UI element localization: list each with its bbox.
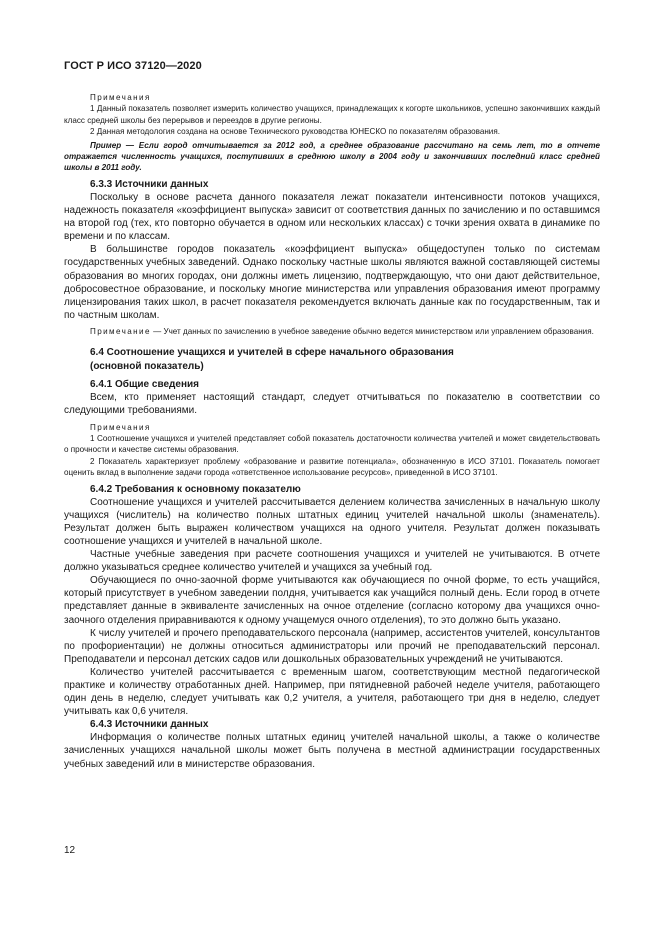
note-text: — Учет данных по зачислению в учебное заведение обычно ведется министерством или управлением образования.: [150, 326, 594, 336]
body-paragraph: Соотношение учащихся и учителей рассчитывается делением количества зачисленных в начальную школу учащихся (числитель) на количество полных штатных единиц учителей начальной школы (знаменатель). Результат должен быть выражен количеством учащихся на одного учителя. Результат должен показывать соотношение учащихся и учителей в начальной школе.: [64, 496, 600, 547]
example-paragraph: Пример — Если город отчитывается за 2012 год, а среднее образование рассчитано на семь лет, то в отчете отражается численность учащихся, поступивших в среднюю школу в 2004 году и закончивших последний класс средней школы в 2011 году.: [64, 140, 600, 173]
section-heading-6-4: 6.4 Соотношение учащихся и учителей в сфере начального образования: [90, 347, 454, 359]
document-header: ГОСТ Р ИСО 37120—2020: [64, 60, 202, 72]
body-paragraph: Обучающиеся по очно-заочной форме учитываются как обучающиеся по очной форме, то есть учащийся, который присутствует в учебном заведении полдня, учитывается как учащийся полный день. Если город в отчете представляет данные в эквиваленте зачисленных на очное отделение (согласно которому два учащихся очно-заочного отделения приравниваются к одному учащемуся очного отделения), то это должно быть указано.: [64, 575, 600, 626]
section-heading-6-4-3: 6.4.3 Источники данных: [90, 719, 209, 731]
body-paragraph: К числу учителей и прочего преподавательского персонала (например, ассистентов учителей, консультантов по профориентации) не должны относиться администраторы или прочий не преподавательский персонал. Преподаватели и персонал детских садов или дошкольных образовательных учреждений не учитываются.: [64, 627, 600, 665]
section-heading-6-4-2: 6.4.2 Требования к основному показателю: [90, 483, 301, 495]
notes-title: Примечания: [90, 422, 151, 432]
note-item: 2 Показатель характеризует проблему «образование и развитие потенциала», обозначенную в ИСО 37101. Показатель помогает оценить вклад в выполнение задачи города «ответственное использование ресурсов», приведенной в ИСО 37101.: [64, 456, 600, 478]
body-paragraph: Всем, кто применяет настоящий стандарт, следует отчитываться по показателю в соответствии со следующими требованиями.: [64, 392, 600, 417]
note-item: 1 Соотношение учащихся и учителей представляет собой показатель достаточности количества учителей и может свидетельствовать о прочности и качестве системы образования.: [64, 433, 600, 455]
body-paragraph: В большинстве городов показатель «коэффициент выпуска» общедоступен только по системам государственных учебных заведений. Однако поскольку частные школы являются важной составляющей системы образования во многих городах, они должны иметь лицензию, подтверждающую, что они дают действительное, добросовестное образование, и поскольку многие министерства или управления образования имеют программу лицензирования таких школ, в расчет показателя рекомендуется включать данные как по государственным, так и по частным школам.: [64, 244, 600, 321]
section-heading-6-4-1: 6.4.1 Общие сведения: [90, 379, 199, 391]
body-paragraph: Поскольку в основе расчета данного показателя лежат показатели интенсивности потоков учащихся, надежность показателя «коэффициент выпуска» зависит от соответствия данных по зачислению и по оставшимся на второй год (тех, кто повторно обучается в одном или нескольких классах) с точки зрения охвата в динамике по времени и по классам.: [64, 191, 600, 243]
notes-title: Примечания: [90, 93, 151, 102]
body-paragraph: Количество учителей рассчитывается с временным шагом, соответствующим местной педагогической практике и количеству отработанных дней. Например, при пятидневной рабочей неделе учителя, работающего один день в неделю, следует учитывать как 0,2 учителя, а учителя, работающего три дня в неделю, следует учитывать как 0,6 учителя.: [64, 666, 600, 718]
single-note: [64, 326, 600, 337]
section-heading-6-3-3: 6.3.3 Источники данных: [90, 178, 209, 190]
body-paragraph: Информация о количестве полных штатных единиц учителей начальной школы, а также о количестве зачисленных учащихся начальной школы может быть получена в местной администрации государственных учебных заведений или в министерстве образования.: [64, 732, 600, 770]
page-body: [64, 92, 600, 771]
section-heading-6-4-sub: (основной показатель): [90, 361, 204, 373]
note-item: 1 Данный показатель позволяет измерить количество учащихся, принадлежащих к когорте школьников, успешно закончивших каждый класс средней школы без перерывов и переездов в другие регионы.: [64, 104, 600, 125]
page-number: 12: [64, 845, 76, 856]
note-item: 2 Данная методология создана на основе Технического руководства ЮНЕСКО по показателям образования.: [90, 127, 500, 137]
body-paragraph: Частные учебные заведения при расчете соотношения учащихся и учителей не учитываются. В отчете должно указываться среднее количество учителей и учащихся за учебный год.: [64, 549, 600, 574]
note-label: Примечание: [90, 326, 151, 336]
